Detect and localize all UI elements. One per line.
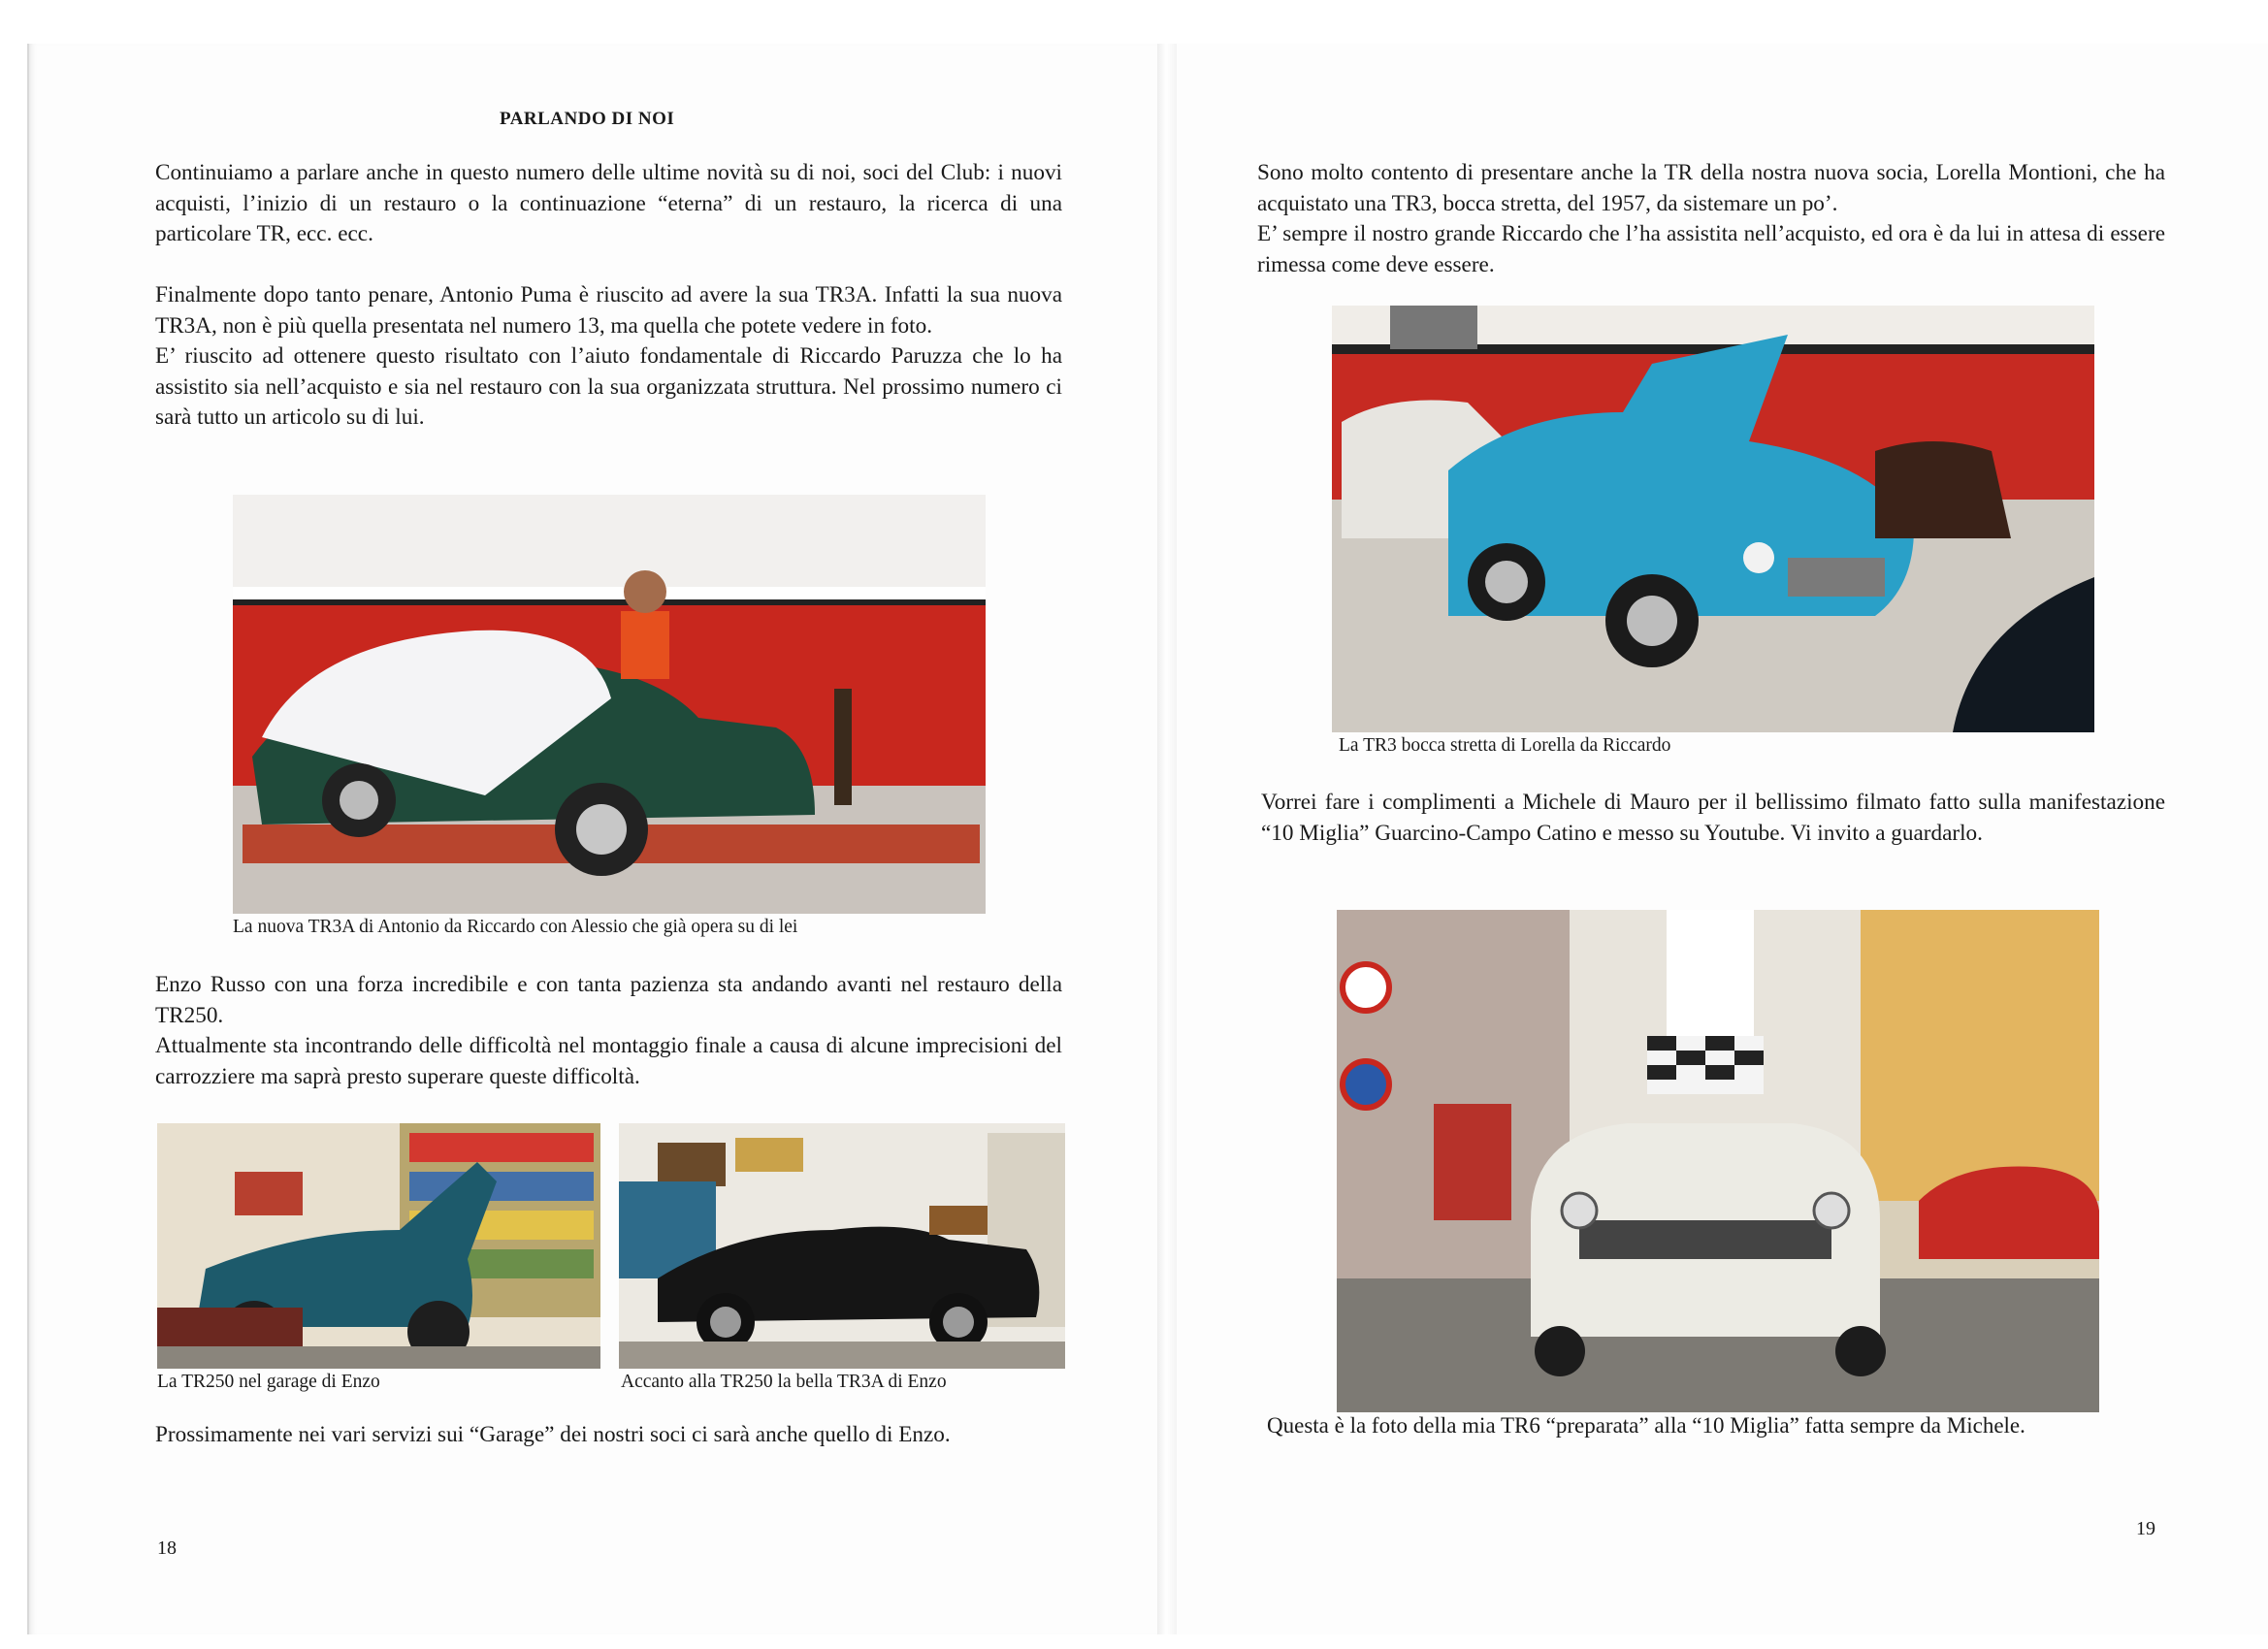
montioni-text-2: E’ sempre il nostro grande Riccardo che l’ha assistita nell’acquisto, ed ora è da lui in attesa di essere rimessa come deve essere.	[1257, 221, 2165, 277]
page-number-right: 19	[2136, 1518, 2155, 1539]
photo5-caption: Questa è la foto della mia TR6 “preparata” alla “10 Miglia” fatta sempre da Michele.	[1267, 1413, 2025, 1438]
russo-text-1: Enzo Russo con una forza incredibile e con tanta pazienza sta andando avanti nel restauro della TR250.	[155, 972, 1062, 1028]
article-heading: PARLANDO DI NOI	[500, 109, 675, 129]
closing-paragraph: Prossimamente nei vari servizi sui “Garage” dei nostri soci ci sarà anche quello di Enzo.	[155, 1422, 951, 1447]
page-number-left: 18	[157, 1537, 177, 1559]
photo4-caption: La TR3 bocca stretta di Lorella da Riccardo	[1339, 735, 1671, 756]
montioni-text-1: Sono molto contento di presentare anche la TR della nostra nuova socia, Lorella Montioni, che ha acquistato una TR3, bocca stretta, del 1957, da sistemare un po’.	[1257, 160, 2165, 216]
photo1-caption: La nuova TR3A di Antonio da Riccardo con Alessio che già opera su di lei	[233, 917, 798, 937]
photo-tr3-lorella	[1332, 306, 2094, 732]
photo-tr250-garage	[157, 1123, 600, 1369]
photo2-caption: La TR250 nel garage di Enzo	[157, 1372, 380, 1392]
photo3-caption: Accanto alla TR250 la bella TR3A di Enzo	[621, 1372, 947, 1392]
montioni-paragraph	[1257, 158, 2165, 280]
photo-tr3a-enzo	[619, 1123, 1065, 1369]
puma-paragraph	[155, 280, 1062, 434]
russo-paragraph	[155, 970, 1062, 1092]
scan-top-band	[0, 0, 2268, 44]
photo-tr3a-antonio	[233, 495, 986, 914]
puma-text-1: Finalmente dopo tanto penare, Antonio Puma è riuscito ad avere la sua TR3A. Infatti la sua nuova TR3A, non è più quella presentata nel numero 13, ma quella che potete vedere in foto.	[155, 282, 1062, 339]
photo-tr6-10miglia	[1337, 910, 2099, 1412]
mauro-paragraph: Vorrei fare i complimenti a Michele di Mauro per il bellissimo filmato fatto sulla manifestazione “10 Miglia” Guarcino-Campo Catino e messo su Youtube. Vi invito a guardarlo.	[1261, 790, 2165, 846]
russo-text-2: Attualmente sta incontrando delle difficoltà nel montaggio finale a causa di alcune imprecisioni del carrozziere ma saprà presto superare queste difficoltà.	[155, 1033, 1062, 1089]
puma-text-2: E’ riuscito ad ottenere questo risultato con l’aiuto fondamentale di Riccardo Paruzza che lo ha assistito sia nell’acquisto e sia nel restauro con la sua organizzata struttura. Nel prossimo numero ci sarà tutto un articolo su di lui.	[155, 343, 1062, 430]
book-gutter	[1157, 44, 1177, 1634]
intro-paragraph: Continuiamo a parlare anche in questo numero delle ultime novità su di noi, soci del Club: i nuovi acquisti, l’inizio di un restauro o la continuazione “eterna” di un restauro, la ricerca di una particolare TR, ecc. ecc.	[155, 160, 1062, 246]
